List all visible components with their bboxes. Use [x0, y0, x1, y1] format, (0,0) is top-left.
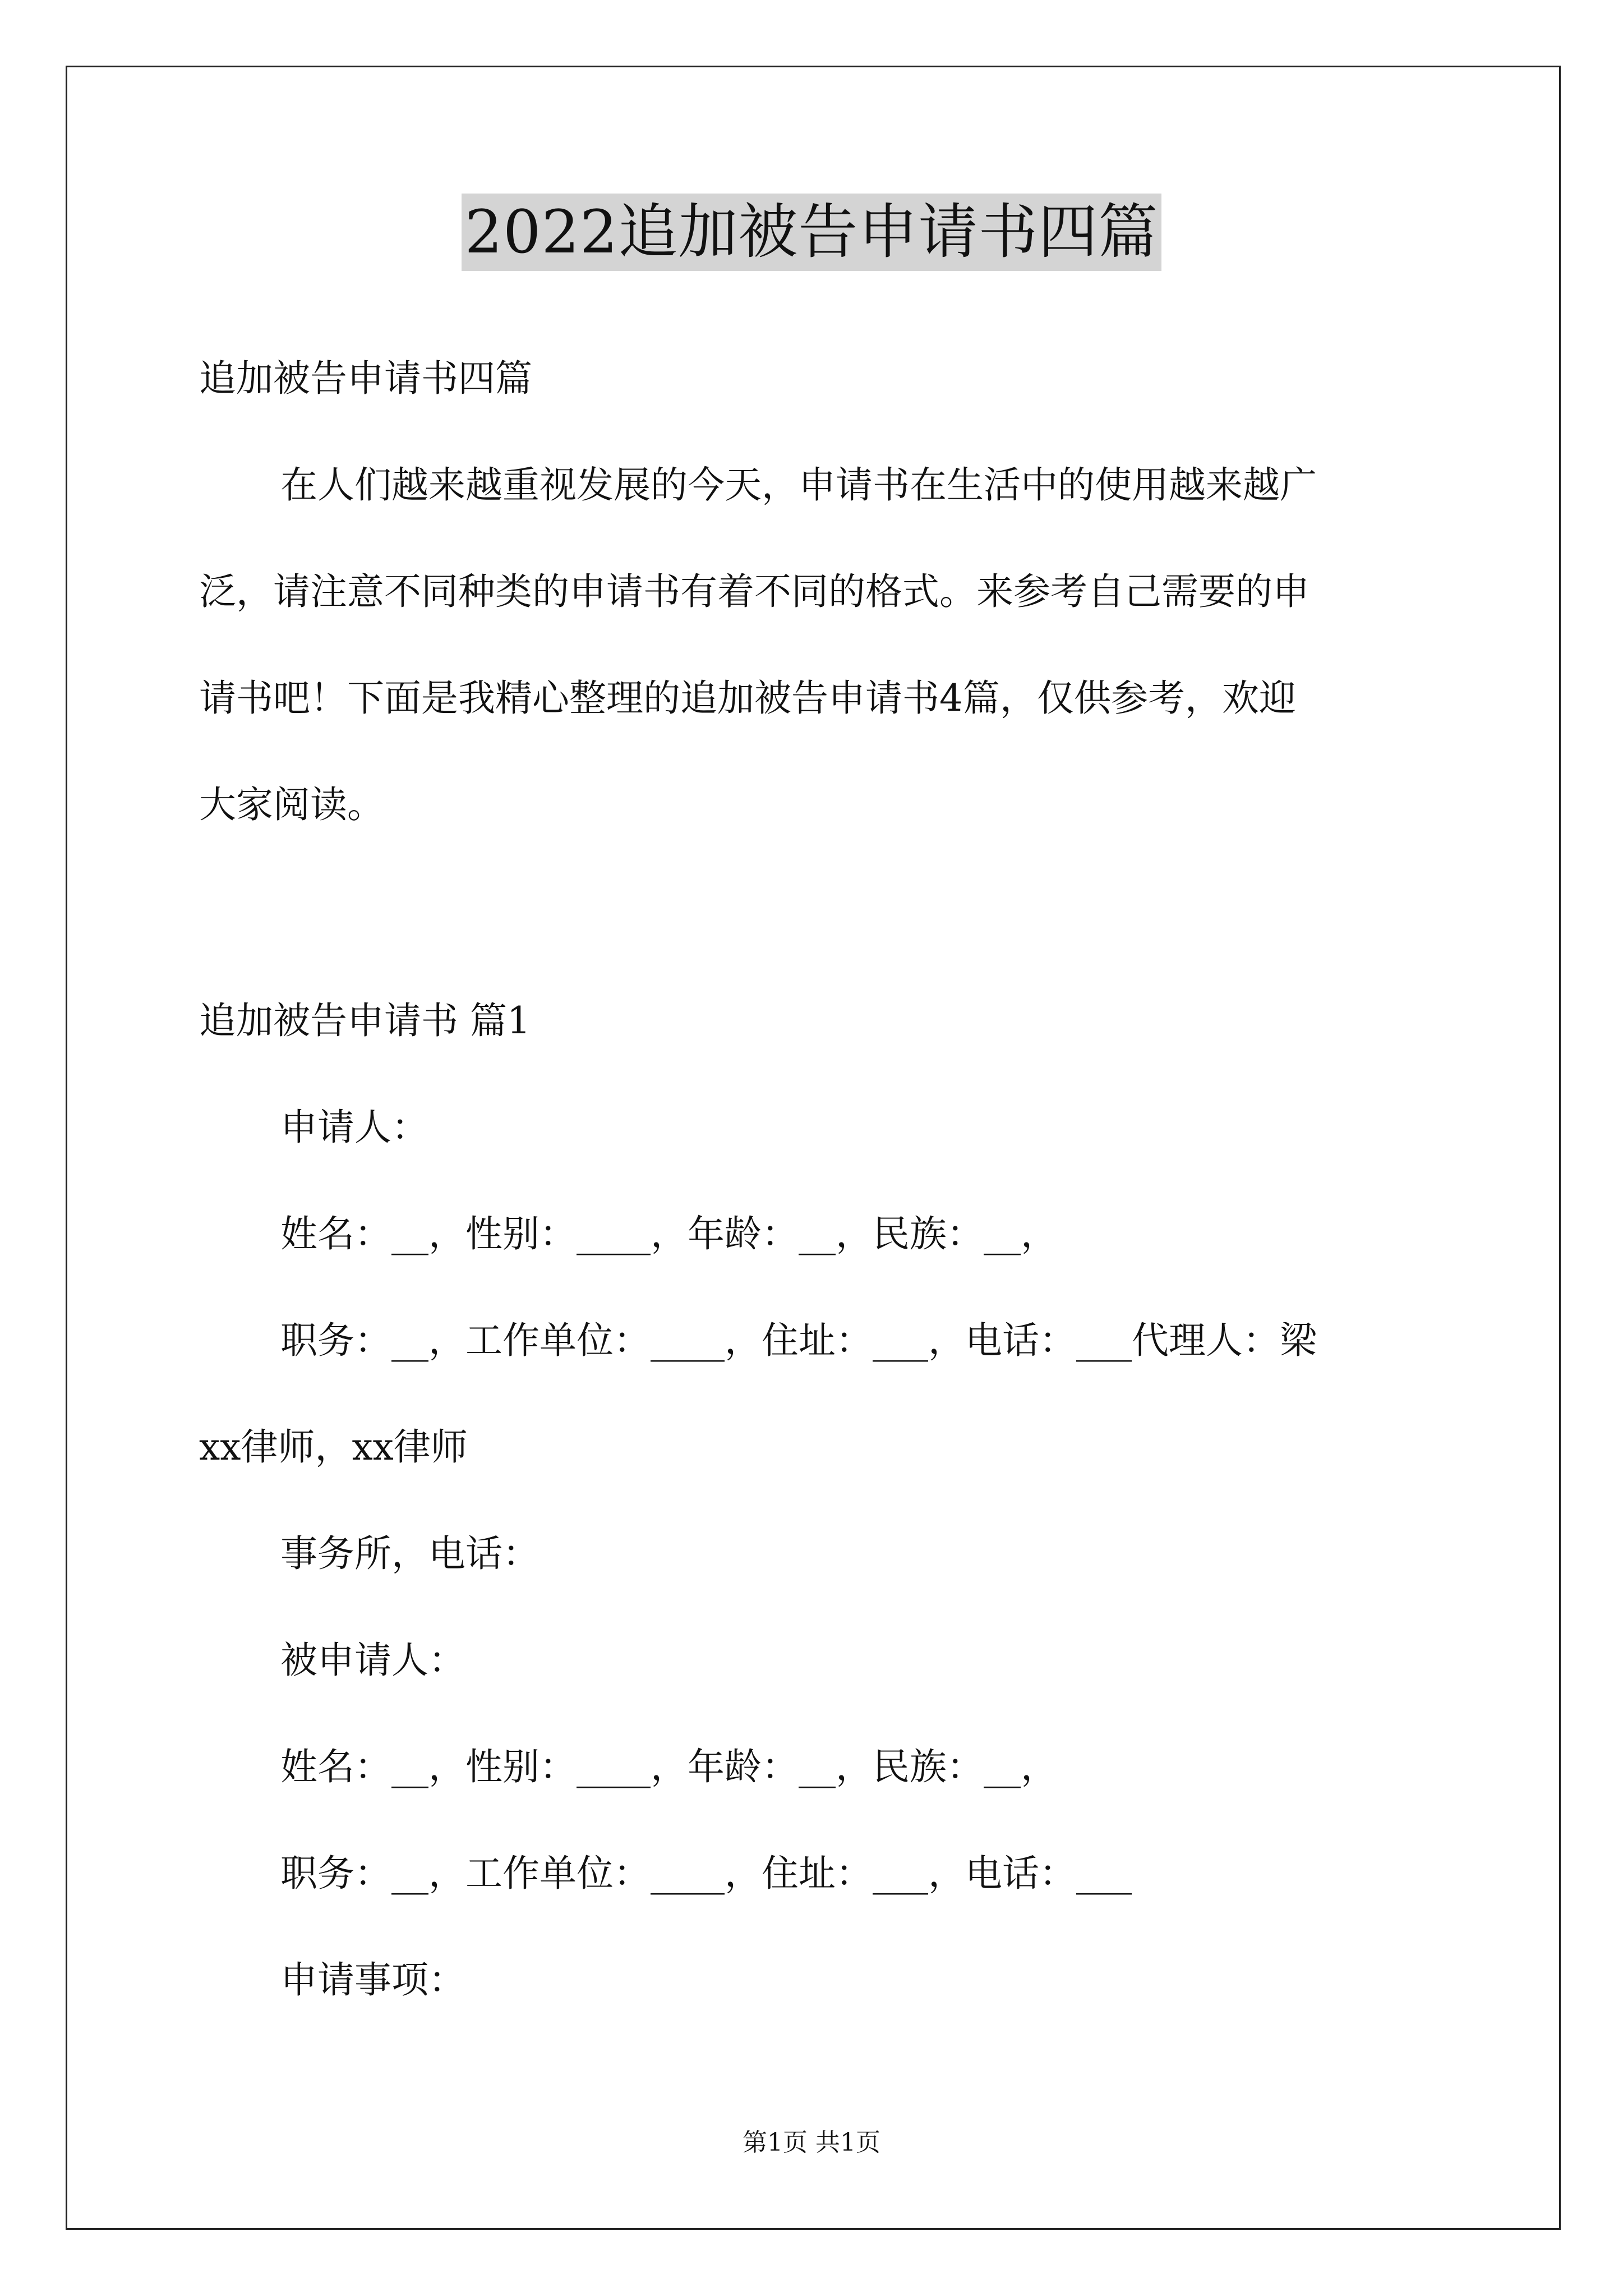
applicant-line-3: xx律师，xx律师: [199, 1425, 468, 1469]
document-title: 2022追加被告申请书四篇: [462, 194, 1162, 271]
respondent-label: 被申请人：: [280, 1639, 465, 1682]
respondent-line-1: 姓名：__，性别：____，年龄：__，民族：__，: [280, 1745, 1058, 1788]
firm-line: 事务所，电话：: [280, 1532, 540, 1575]
applicant-label: 申请人：: [280, 1106, 428, 1149]
section-heading: 追加被告申请书 篇1: [199, 999, 531, 1042]
page-footer: 第1页 共1页: [743, 2128, 880, 2157]
title-container: [0, 194, 1623, 271]
applicant-line-2: 职务：__，工作单位：____，住址：___，电话：___代理人：梁: [280, 1319, 1317, 1362]
intro-line-4: 大家阅读。: [199, 783, 384, 826]
matters-label: 申请事项：: [280, 1958, 465, 2001]
intro-line-2: 泛，请注意不同种类的申请书有着不同的格式。来参考自己需要的申: [199, 570, 1310, 613]
intro-line-1: 在人们越来越重视发展的今天，申请书在生活中的使用越来越广: [280, 463, 1317, 507]
applicant-line-1: 姓名：__，性别：____，年龄：__，民族：__，: [280, 1212, 1058, 1255]
respondent-line-2: 职务：__，工作单位：____，住址：___，电话：___: [280, 1852, 1132, 1895]
intro-line-3: 请书吧！下面是我精心整理的追加被告申请书4篇，仅供参考，欢迎: [199, 677, 1296, 720]
document-subtitle: 追加被告申请书四篇: [199, 357, 532, 400]
